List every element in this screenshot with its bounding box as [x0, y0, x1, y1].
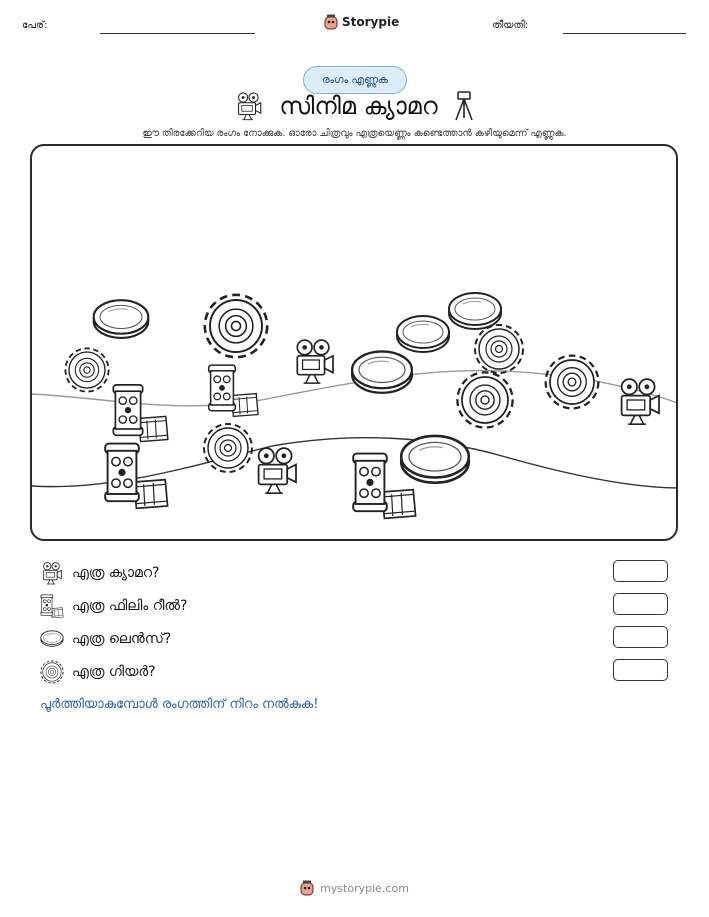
gear-item — [546, 356, 599, 409]
film-reel-item — [113, 385, 168, 442]
title-row — [0, 90, 709, 122]
date-label: തീയതി: — [492, 20, 529, 31]
lens-item — [401, 436, 469, 483]
lens-item — [94, 300, 149, 338]
film-reel-item — [105, 444, 167, 509]
answer-box[interactable] — [613, 593, 668, 615]
footer — [0, 880, 709, 896]
mascot-icon — [300, 880, 314, 896]
lens-item — [397, 316, 449, 352]
brand-name: Storypie — [342, 15, 400, 29]
question-text: എത്ര ലെൻസ്? — [72, 631, 172, 647]
page-title: സിനിമ ക്യാമറ — [279, 92, 438, 120]
camera-item — [297, 340, 333, 383]
lens-icon — [40, 627, 64, 651]
film-reel-item — [209, 365, 258, 416]
footer-site: mystorypie.com — [320, 881, 409, 895]
color-instruction: പൂർത്തിയാകുമ്പോൾ രംഗത്തിന് നിറം നൽകുക! — [40, 697, 319, 712]
gear-item — [65, 348, 108, 391]
question-row — [40, 594, 187, 618]
question-text: എത്ര ഗിയർ? — [72, 664, 156, 680]
question-text: എത്ര ക്യാമറ? — [72, 565, 160, 581]
date-field[interactable] — [563, 33, 686, 34]
activity-badge: രംഗം എണ്ണുക — [303, 66, 407, 94]
lens-item — [449, 293, 501, 329]
camera-item — [259, 448, 296, 493]
answer-box[interactable] — [613, 659, 668, 681]
tripod-icon — [452, 90, 476, 122]
question-row — [40, 660, 156, 684]
answer-box[interactable] — [613, 626, 668, 648]
name-field[interactable] — [100, 33, 255, 34]
camera-icon — [40, 561, 64, 585]
question-row — [40, 561, 159, 585]
film-reel-icon — [40, 594, 64, 618]
scene-illustration — [32, 146, 678, 541]
brand-logo — [324, 14, 399, 30]
gear-item — [204, 424, 252, 472]
name-label: പേര്: — [22, 20, 48, 31]
counting-scene — [30, 144, 678, 541]
question-row — [40, 627, 171, 651]
camera-item — [622, 379, 659, 424]
instruction-text: ഈ തിരക്കേറിയ രംഗം നോക്കുക. ഓരോ ചിത്രവും എത്രയെണ്ണം കണ്ടെത്താൻ കഴിയുമെന്ന് എണ്ണുക. — [142, 128, 567, 139]
gear-icon — [40, 660, 64, 684]
gear-item — [457, 372, 512, 427]
camera-icon — [233, 91, 265, 121]
mascot-icon — [324, 14, 338, 30]
gear-item — [475, 325, 523, 373]
question-text: എത്ര ഫിലിം റീൽ? — [72, 598, 188, 614]
gear-item — [205, 295, 267, 357]
answer-box[interactable] — [613, 560, 668, 582]
lens-item — [352, 351, 412, 392]
